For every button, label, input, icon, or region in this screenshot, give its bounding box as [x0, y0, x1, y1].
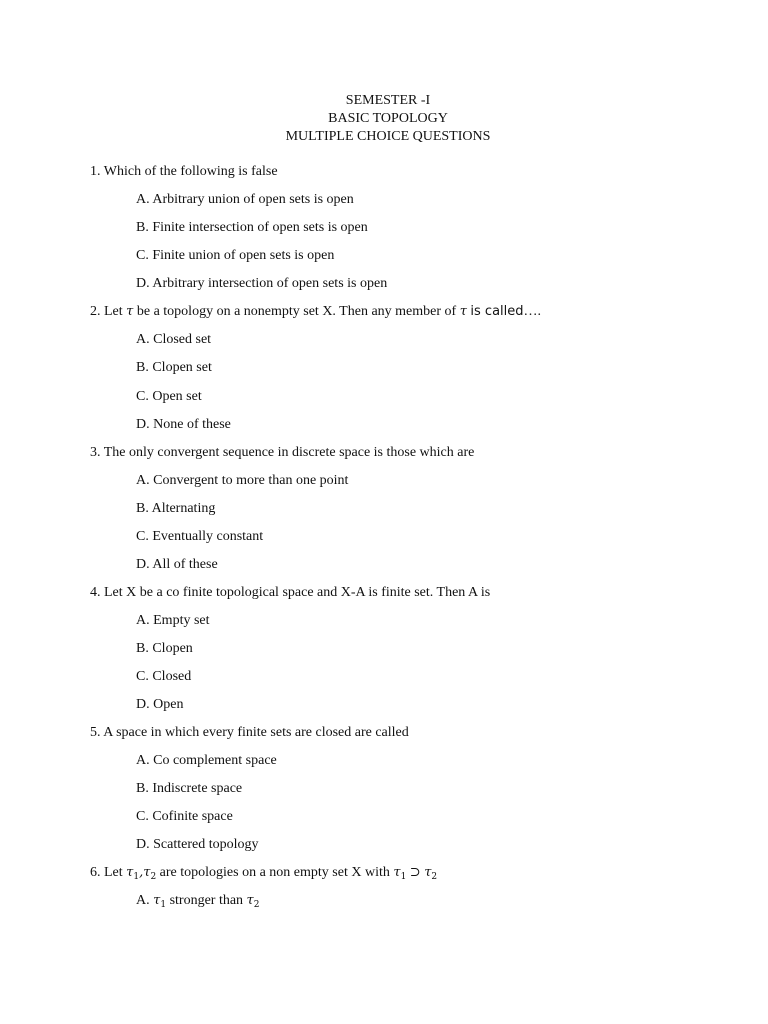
question-2-option-a: [136, 331, 211, 349]
option-text: Co complement space: [153, 753, 277, 768]
option-text: Indiscrete space: [152, 781, 243, 796]
tau-symbol: τ: [126, 304, 134, 319]
option-text: Scattered topology: [153, 837, 259, 852]
question-5: [90, 724, 409, 742]
option-letter: A.: [136, 753, 150, 768]
option-text: Closed: [152, 669, 192, 684]
question-6-option-a: [136, 892, 259, 910]
question-5-option-d: [136, 836, 259, 854]
option-text: Empty set: [153, 613, 210, 628]
question-3-option-a: [136, 472, 348, 490]
question-number: 3.: [90, 445, 101, 460]
question-2-option-c: [136, 388, 202, 406]
option-text: Arbitrary union of open sets is open: [152, 192, 354, 207]
option-text: None of these: [153, 417, 231, 432]
question-2-option-d: [136, 416, 231, 434]
question-3-option-c: [136, 528, 263, 546]
ellipsis: ….: [523, 304, 542, 319]
question-6: [90, 864, 437, 882]
section-heading: MULTIPLE CHOICE QUESTIONS: [285, 129, 491, 144]
tau-2-symbol: $\tau_2$: [424, 865, 438, 882]
question-4: [90, 584, 490, 602]
option-text: Clopen: [152, 641, 193, 656]
question-number: 6.: [90, 865, 101, 880]
option-text: Clopen set: [152, 360, 212, 375]
question-3: [90, 444, 474, 462]
question-3-option-b: [136, 500, 215, 518]
option-letter: A.: [136, 192, 150, 207]
option-text: Cofinite space: [152, 809, 233, 824]
question-5-option-c: [136, 808, 233, 826]
option-text: Closed set: [153, 332, 212, 347]
tau-1-symbol: $\tau_1$: [153, 893, 167, 910]
question-number: 1.: [90, 164, 101, 179]
option-letter: B.: [136, 220, 149, 235]
tau-symbol: τ: [459, 304, 467, 319]
option-letter: D.: [136, 417, 150, 432]
question-text-pre: Let: [104, 865, 123, 880]
question-text: The only convergent sequence in discrete space is those which are: [103, 445, 475, 460]
page-header: [0, 92, 768, 146]
semester-heading: SEMESTER -I: [345, 93, 431, 108]
option-letter: C.: [136, 529, 149, 544]
question-4-option-a: [136, 612, 210, 630]
option-text: Alternating: [151, 501, 216, 516]
subject-heading: BASIC TOPOLOGY: [328, 111, 448, 126]
tau-1-symbol: $\tau_1$: [393, 865, 407, 882]
question-4-option-c: [136, 668, 191, 686]
option-letter: A.: [136, 332, 150, 347]
question-1-option-d: [136, 275, 387, 293]
question-1-option-b: [136, 219, 368, 237]
option-letter: D.: [136, 557, 150, 572]
question-number: 2.: [90, 304, 101, 319]
question-text-pre: Let: [104, 304, 123, 319]
tau-2-symbol: $\tau_2$: [143, 865, 157, 882]
option-text: Finite union of open sets is open: [152, 248, 335, 263]
option-letter: C.: [136, 809, 149, 824]
option-text: Convergent to more than one point: [153, 473, 349, 488]
question-2-option-b: [136, 359, 212, 377]
option-letter: C.: [136, 389, 149, 404]
option-text: Open set: [152, 389, 202, 404]
question-2: [90, 303, 541, 321]
question-5-option-b: [136, 780, 242, 798]
option-text: stronger than: [169, 893, 244, 908]
tau-2-symbol: $\tau_2$: [246, 893, 260, 910]
question-5-option-a: [136, 752, 277, 770]
tau-1-symbol: $\tau_1$: [126, 865, 140, 882]
question-4-option-b: [136, 640, 193, 658]
question-text-mid: are topologies on a non empty set X with: [159, 865, 390, 880]
option-letter: D.: [136, 837, 150, 852]
option-letter: B.: [136, 360, 149, 375]
option-text: Open: [153, 697, 184, 712]
question-1-option-c: [136, 247, 334, 265]
question-number: 5.: [90, 725, 101, 740]
option-letter: C.: [136, 669, 149, 684]
question-text-post: is called: [470, 304, 524, 319]
question-1: [90, 163, 278, 181]
option-text: Arbitrary intersection of open sets is open: [152, 276, 388, 291]
option-text: Finite intersection of open sets is open: [152, 220, 368, 235]
question-1-option-a: [136, 191, 354, 209]
question-text: Let X be a co finite topological space and X-A is finite set. Then A is: [104, 585, 491, 600]
superset-symbol: ⊃: [409, 865, 421, 880]
question-text-mid: be a topology on a nonempty set X. Then any member of: [136, 304, 457, 319]
option-letter: C.: [136, 248, 149, 263]
option-letter: A.: [136, 893, 150, 908]
option-letter: D.: [136, 697, 150, 712]
option-text: Eventually constant: [152, 529, 264, 544]
option-letter: B.: [136, 501, 149, 516]
question-3-option-d: [136, 556, 218, 574]
comma: ,: [139, 865, 144, 880]
option-text: All of these: [152, 557, 218, 572]
question-text: A space in which every finite sets are closed are called: [103, 725, 409, 740]
question-number: 4.: [90, 585, 101, 600]
option-letter: B.: [136, 641, 149, 656]
option-letter: A.: [136, 473, 150, 488]
question-4-option-d: [136, 696, 183, 714]
question-text: Which of the following is false: [103, 164, 278, 179]
option-letter: A.: [136, 613, 150, 628]
option-letter: D.: [136, 276, 150, 291]
option-letter: B.: [136, 781, 149, 796]
